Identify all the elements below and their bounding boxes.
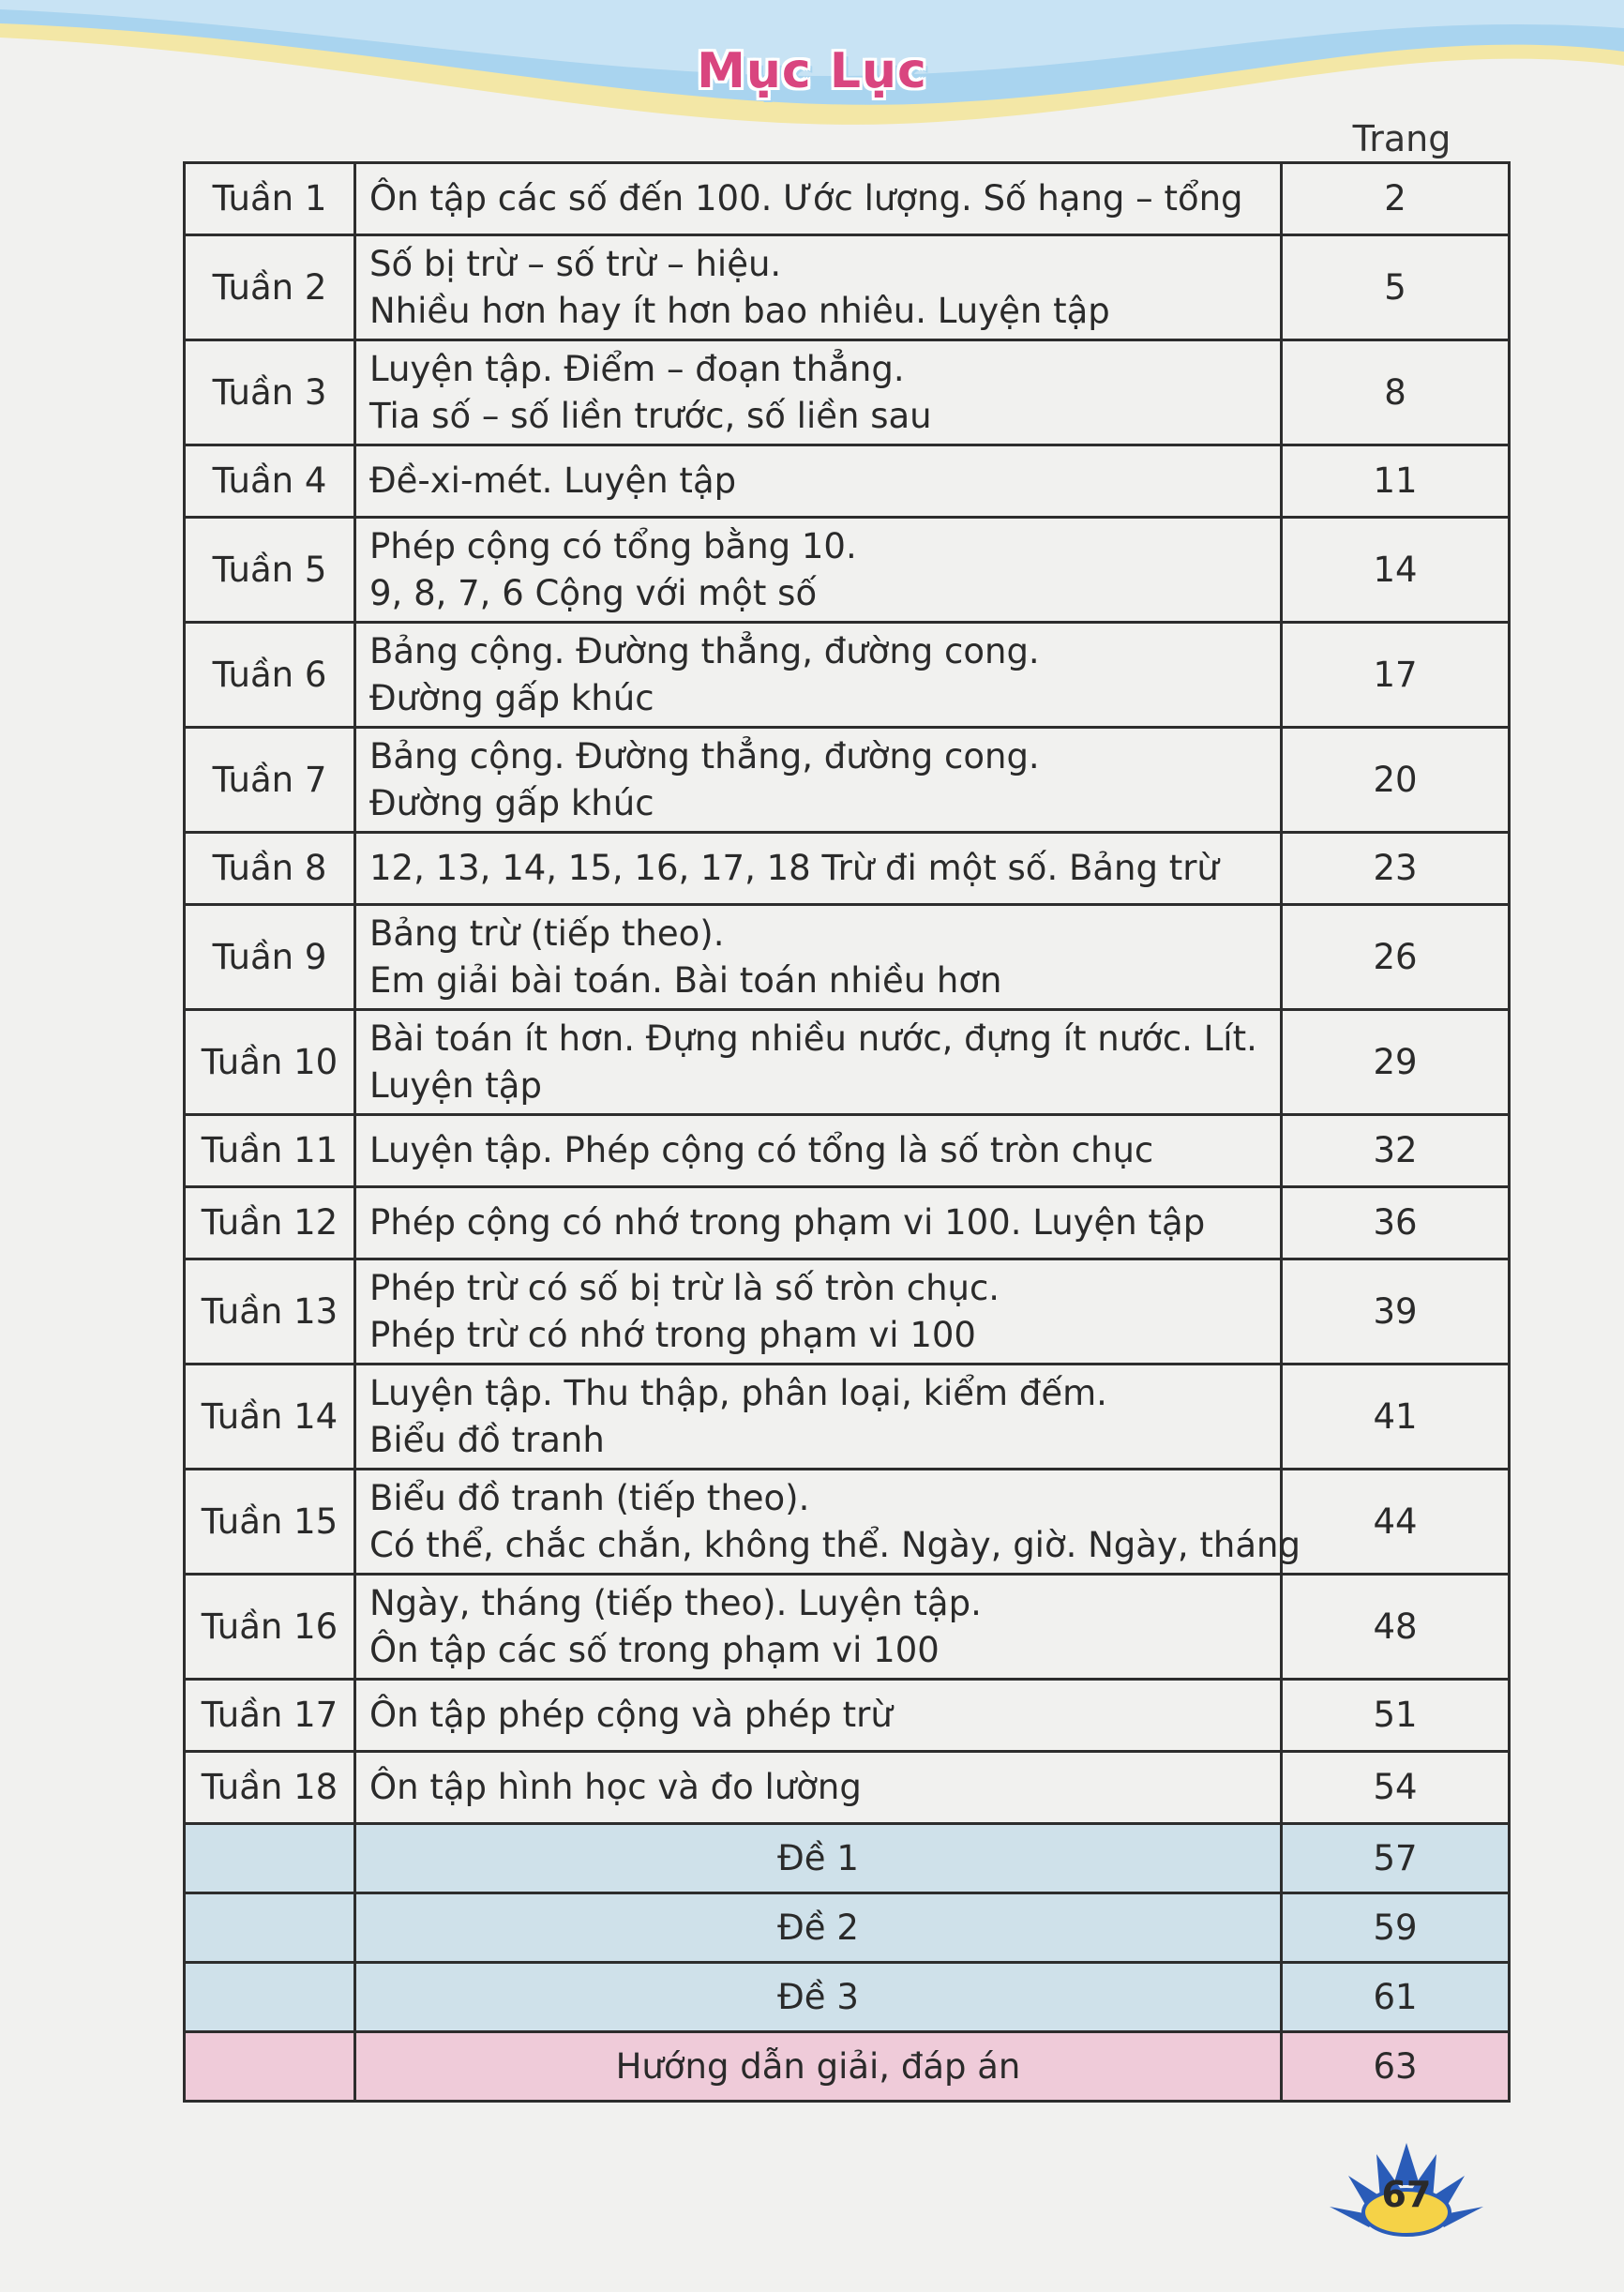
topic-line: Phép trừ có nhớ trong phạm vi 100 <box>369 1314 976 1355</box>
page-number-cell: 44 <box>1282 1470 1510 1575</box>
exam-label: Đề 3 <box>355 1963 1282 2032</box>
toc-row <box>185 1259 1510 1365</box>
topic-cell <box>355 1115 1282 1187</box>
exam-row <box>185 1893 1510 1963</box>
topic-line: Ôn tập các số đến 100. Ước lượng. Số hạng – tổng <box>369 178 1243 219</box>
page-number-cell: 26 <box>1282 905 1510 1010</box>
page-number-cell: 54 <box>1282 1752 1510 1824</box>
topic-line: Ôn tập các số trong phạm vi 100 <box>369 1629 940 1670</box>
exam-row <box>185 1824 1510 1893</box>
page-number-cell: 29 <box>1282 1010 1510 1115</box>
week-label: Tuần 9 <box>185 905 355 1010</box>
topic-line: Đề-xi-mét. Luyện tập <box>369 460 737 501</box>
empty-cell <box>185 1963 355 2032</box>
topic-line: Bảng trừ (tiếp theo). <box>369 912 725 954</box>
topic-line: Tia số – số liền trước, số liền sau <box>369 395 932 436</box>
empty-cell <box>185 1893 355 1963</box>
week-label: Tuần 10 <box>185 1010 355 1115</box>
page-number-cell: 51 <box>1282 1680 1510 1752</box>
exam-label: Đề 2 <box>355 1893 1282 1963</box>
toc-row <box>185 445 1510 518</box>
week-label: Tuần 18 <box>185 1752 355 1824</box>
topic-line: Bảng cộng. Đường thẳng, đường cong. <box>369 630 1040 671</box>
page-number-cell: 17 <box>1282 623 1510 728</box>
week-label: Tuần 12 <box>185 1187 355 1259</box>
topic-cell <box>355 1365 1282 1470</box>
page-number-cell: 39 <box>1282 1259 1510 1365</box>
page-number-cell: 20 <box>1282 728 1510 833</box>
table-of-contents <box>183 161 1511 2103</box>
week-label: Tuần 15 <box>185 1470 355 1575</box>
page-number-cell: 32 <box>1282 1115 1510 1187</box>
week-label: Tuần 6 <box>185 623 355 728</box>
toc-row <box>185 518 1510 623</box>
toc-row <box>185 623 1510 728</box>
page-number-cell: 5 <box>1282 235 1510 340</box>
toc-row <box>185 905 1510 1010</box>
topic-cell <box>355 445 1282 518</box>
topic-line: Phép cộng có nhớ trong phạm vi 100. Luyện tập <box>369 1202 1206 1243</box>
week-label: Tuần 2 <box>185 235 355 340</box>
toc-row <box>185 163 1510 235</box>
topic-cell <box>355 833 1282 905</box>
topic-line: Phép trừ có số bị trừ là số tròn chục. <box>369 1267 1000 1308</box>
empty-cell <box>185 2032 355 2102</box>
topic-cell <box>355 728 1282 833</box>
topic-line: Bài toán ít hơn. Đựng nhiều nước, đựng ít nước. Lít. <box>369 1018 1257 1059</box>
topic-line: Số bị trừ – số trừ – hiệu. <box>369 243 782 284</box>
page-number-cell: 23 <box>1282 833 1510 905</box>
answers-row <box>185 2032 1510 2102</box>
toc-row <box>185 340 1510 445</box>
page-number-cell: 57 <box>1282 1824 1510 1893</box>
topic-line: Ôn tập phép cộng và phép trừ <box>369 1695 893 1735</box>
topic-line: Luyện tập. Phép cộng có tổng là số tròn chục <box>369 1130 1154 1170</box>
page-column-label: Trang <box>1352 118 1451 159</box>
page-number-cell: 61 <box>1282 1963 1510 2032</box>
topic-line: 12, 13, 14, 15, 16, 17, 18 Trừ đi một số. Bảng trừ <box>369 848 1219 888</box>
topic-line: Có thể, chắc chắn, không thể. Ngày, giờ. Ngày, tháng <box>369 1524 1301 1565</box>
topic-line: Luyện tập. Điểm – đoạn thẳng. <box>369 348 905 389</box>
topic-cell <box>355 1187 1282 1259</box>
toc-row <box>185 1575 1510 1680</box>
topic-cell <box>355 1010 1282 1115</box>
page-number-cell: 36 <box>1282 1187 1510 1259</box>
topic-line: Luyện tập. Thu thập, phân loại, kiểm đếm. <box>369 1372 1107 1413</box>
week-label: Tuần 7 <box>185 728 355 833</box>
topic-line: Đường gấp khúc <box>369 677 654 718</box>
toc-row <box>185 1115 1510 1187</box>
topic-line: Bảng cộng. Đường thẳng, đường cong. <box>369 735 1040 777</box>
topic-line: Phép cộng có tổng bằng 10. <box>369 525 857 566</box>
week-label: Tuần 8 <box>185 833 355 905</box>
topic-cell <box>355 1470 1301 1575</box>
topic-cell <box>355 1752 1282 1824</box>
topic-cell <box>355 518 1282 623</box>
page-number-cell: 41 <box>1282 1365 1510 1470</box>
topic-cell <box>355 235 1282 340</box>
topic-cell <box>355 1259 1282 1365</box>
week-label: Tuần 17 <box>185 1680 355 1752</box>
week-label: Tuần 14 <box>185 1365 355 1470</box>
topic-cell <box>355 905 1282 1010</box>
page-number: 67 <box>1381 2174 1432 2215</box>
page-number-cell: 59 <box>1282 1893 1510 1963</box>
exam-row <box>185 1963 1510 2032</box>
toc-row <box>185 1010 1510 1115</box>
toc-row <box>185 1470 1510 1575</box>
topic-line: Em giải bài toán. Bài toán nhiều hơn <box>369 959 1002 1001</box>
topic-cell <box>355 1575 1282 1680</box>
topic-line: Nhiều hơn hay ít hơn bao nhiêu. Luyện tập <box>369 290 1110 331</box>
week-label: Tuần 16 <box>185 1575 355 1680</box>
week-label: Tuần 5 <box>185 518 355 623</box>
page-number-cell: 2 <box>1282 163 1510 235</box>
toc-body <box>185 163 1510 2102</box>
week-label: Tuần 13 <box>185 1259 355 1365</box>
topic-line: Luyện tập <box>369 1064 542 1106</box>
toc-row <box>185 1187 1510 1259</box>
page-number-cell: 8 <box>1282 340 1510 445</box>
toc-row <box>185 235 1510 340</box>
topic-cell <box>355 163 1282 235</box>
topic-line: Ôn tập hình học và đo lường <box>369 1767 862 1807</box>
topic-cell <box>355 340 1282 445</box>
page-title: Mục Lục <box>697 43 927 99</box>
week-label: Tuần 1 <box>185 163 355 235</box>
toc-row <box>185 728 1510 833</box>
topic-line: Biểu đồ tranh <box>369 1419 605 1460</box>
topic-line: 9, 8, 7, 6 Cộng với một số <box>369 572 818 613</box>
week-label: Tuần 3 <box>185 340 355 445</box>
toc-row <box>185 1365 1510 1470</box>
page-number-cell: 11 <box>1282 445 1510 518</box>
page-number-cell: 63 <box>1282 2032 1510 2102</box>
week-label: Tuần 4 <box>185 445 355 518</box>
answers-label: Hướng dẫn giải, đáp án <box>355 2032 1282 2102</box>
toc-row <box>185 1752 1510 1824</box>
toc-row <box>185 1680 1510 1752</box>
topic-line: Biểu đồ tranh (tiếp theo). <box>369 1477 810 1518</box>
topic-line: Ngày, tháng (tiếp theo). Luyện tập. <box>369 1582 982 1623</box>
topic-cell <box>355 623 1282 728</box>
topic-line: Đường gấp khúc <box>369 782 654 823</box>
week-label: Tuần 11 <box>185 1115 355 1187</box>
page-number-cell: 48 <box>1282 1575 1510 1680</box>
topic-cell <box>355 1680 1282 1752</box>
toc-row <box>185 833 1510 905</box>
empty-cell <box>185 1824 355 1893</box>
exam-label: Đề 1 <box>355 1824 1282 1893</box>
page-number-cell: 14 <box>1282 518 1510 623</box>
